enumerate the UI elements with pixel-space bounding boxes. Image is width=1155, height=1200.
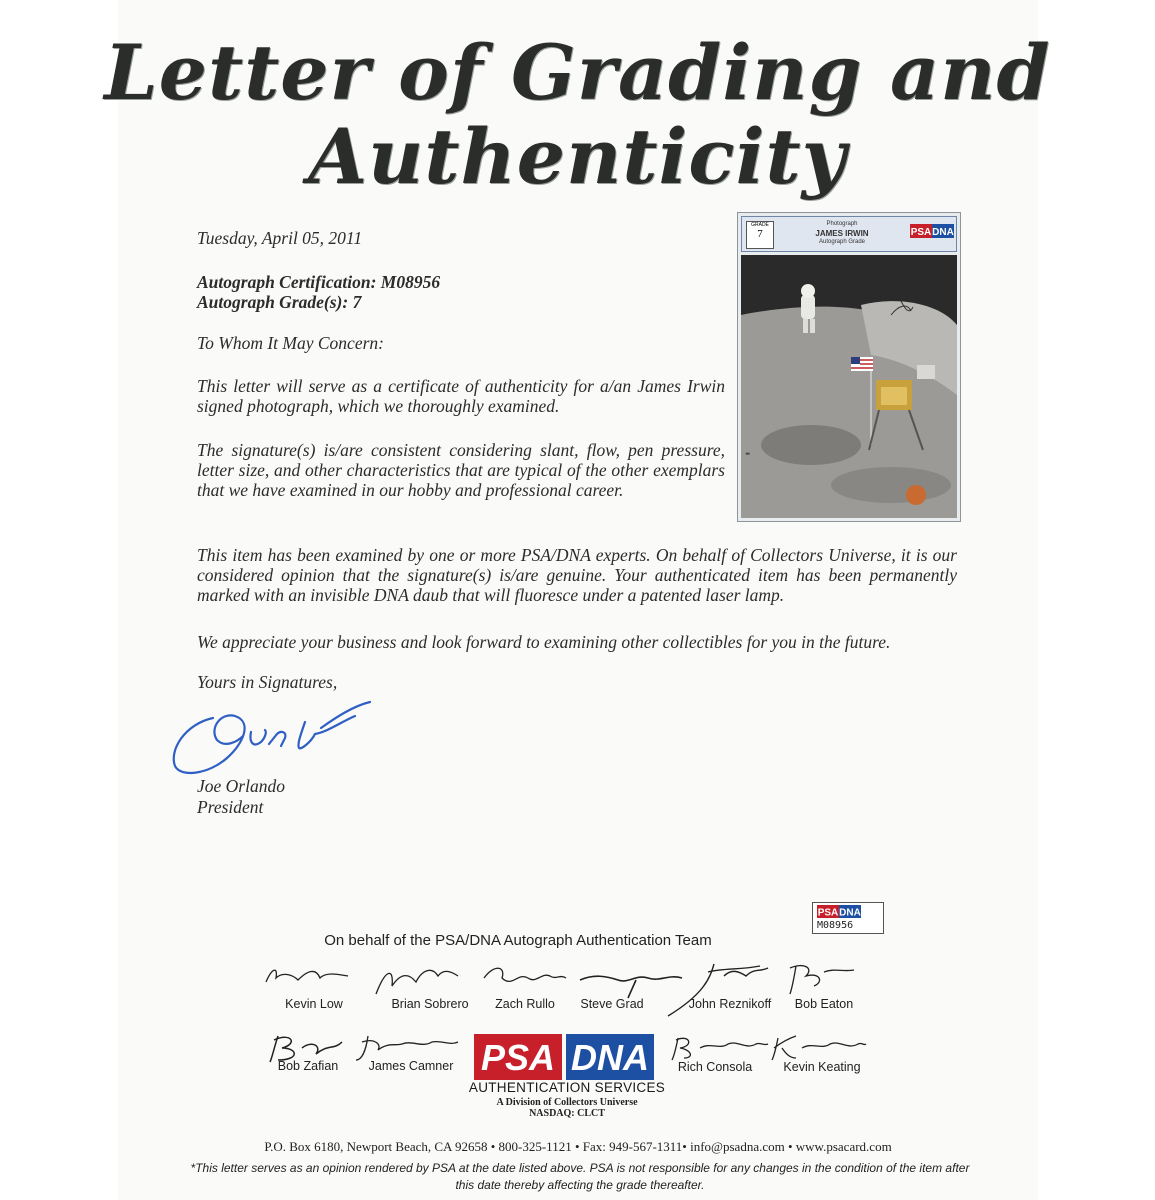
team-name-steve-grad: Steve Grad <box>580 997 644 1011</box>
slab-name: JAMES IRWIN <box>815 229 869 238</box>
paragraph-4: We appreciate your business and look forward to examining other collectibles for you in the future. <box>197 632 891 652</box>
signature-bob-eaton <box>784 958 864 998</box>
cert-sticker <box>812 902 884 934</box>
logo-psa-text: PSA <box>480 1037 556 1078</box>
title-line-2: Authenticity <box>308 112 847 201</box>
signer-name: Joe Orlando <box>197 776 285 796</box>
team-name-james-camner: James Camner <box>368 1059 454 1073</box>
team-name-bob-zafian: Bob Zafian <box>277 1059 339 1073</box>
graded-photo-slab <box>737 212 961 522</box>
slab-text <box>782 220 902 247</box>
team-heading: On behalf of the PSA/DNA Autograph Authentication Team <box>324 932 712 949</box>
nasdaq-line: NASDAQ: CLCT <box>529 1108 605 1119</box>
logo-dna-text: DNA <box>571 1037 649 1078</box>
signature-kevin-keating <box>768 1032 868 1062</box>
signer-title: President <box>197 797 264 817</box>
closing: Yours in Signatures, <box>197 672 338 692</box>
president-signature <box>165 692 380 782</box>
signature-brian-sobrero <box>372 962 462 1002</box>
certification-number: Autograph Certification: M08956 <box>197 272 441 292</box>
team-name-rich-consola: Rich Consola <box>677 1060 753 1074</box>
team-name-john-reznikoff: John Reznikoff <box>688 997 772 1011</box>
slab-grade-value: 7 <box>757 228 763 240</box>
team-name-kevin-keating: Kevin Keating <box>783 1060 861 1074</box>
sticker-logo-psa: PSA <box>817 907 839 918</box>
footer-disclaimer: *This letter serves as an opinion rendered by PSA at the date listed above. PSA is not responsible for any changes in the condition of the item after this date thereby affecting the grade thereafter. <box>190 1161 970 1192</box>
division-line: A Division of Collectors Universe <box>496 1097 638 1108</box>
sticker-logo-dna: DNA <box>839 907 861 918</box>
signature-zach-rullo <box>478 962 568 996</box>
title-line-1: Letter of Grading and <box>104 28 1051 117</box>
team-name-kevin-low: Kevin Low <box>285 997 343 1011</box>
moon-photograph <box>741 255 957 518</box>
slab-category: Photograph <box>826 221 858 227</box>
team-name-zach-rullo: Zach Rullo <box>495 997 555 1011</box>
autograph-grade: Autograph Grade(s): 7 <box>197 292 362 312</box>
authentication-services: AUTHENTICATION SERVICES <box>468 1080 666 1095</box>
psa-dna-logo <box>474 1034 654 1080</box>
slab-psa-dna-logo <box>910 224 954 238</box>
slab-logo-psa: PSA <box>910 227 932 238</box>
slab-logo-dna: DNA <box>932 227 954 238</box>
sticker-cert-number: M08956 <box>817 920 854 931</box>
paragraph-3: This item has been examined by one or more PSA/DNA experts. On behalf of Collectors Universe, it is our considered opinion that the signature(s) is/are genuine. Your authenticated item has been permanently marked with an invisible DNA daub that will fluoresce under a patented laser lamp. <box>197 545 957 605</box>
salutation: To Whom It May Concern: <box>197 333 384 353</box>
slab-label <box>741 216 957 252</box>
footer-address: P.O. Box 6180, Newport Beach, CA 92658 • 800-325-1121 • Fax: 949-567-1311• info@psadna.com • www.psacard.com <box>264 1139 892 1154</box>
letter-date: Tuesday, April 05, 2011 <box>197 228 363 248</box>
team-name-brian-sobrero: Brian Sobrero <box>391 997 469 1011</box>
sticker-psa-dna-logo <box>817 905 861 918</box>
slab-subtitle: Autograph Grade <box>818 239 866 245</box>
signature-rich-consola <box>670 1032 770 1062</box>
slab-grade-box <box>746 221 774 249</box>
team-name-bob-eaton: Bob Eaton <box>794 997 854 1011</box>
signature-kevin-low <box>262 962 352 992</box>
paragraph-1: This letter will serve as a certificate of authenticity for a/an James Irwin signed photograph, which we thoroughly examined. <box>197 376 725 416</box>
division-text <box>467 1097 667 1119</box>
paragraph-2: The signature(s) is/are consistent considering slant, flow, pen pressure, letter size, and other characteristics that are typical of the other exemplars that we have examined in our hobby and professional career. <box>197 440 725 500</box>
slab-grade-label: GRADE <box>751 222 769 228</box>
photo-caption-icon: ▮ <box>745 452 751 455</box>
